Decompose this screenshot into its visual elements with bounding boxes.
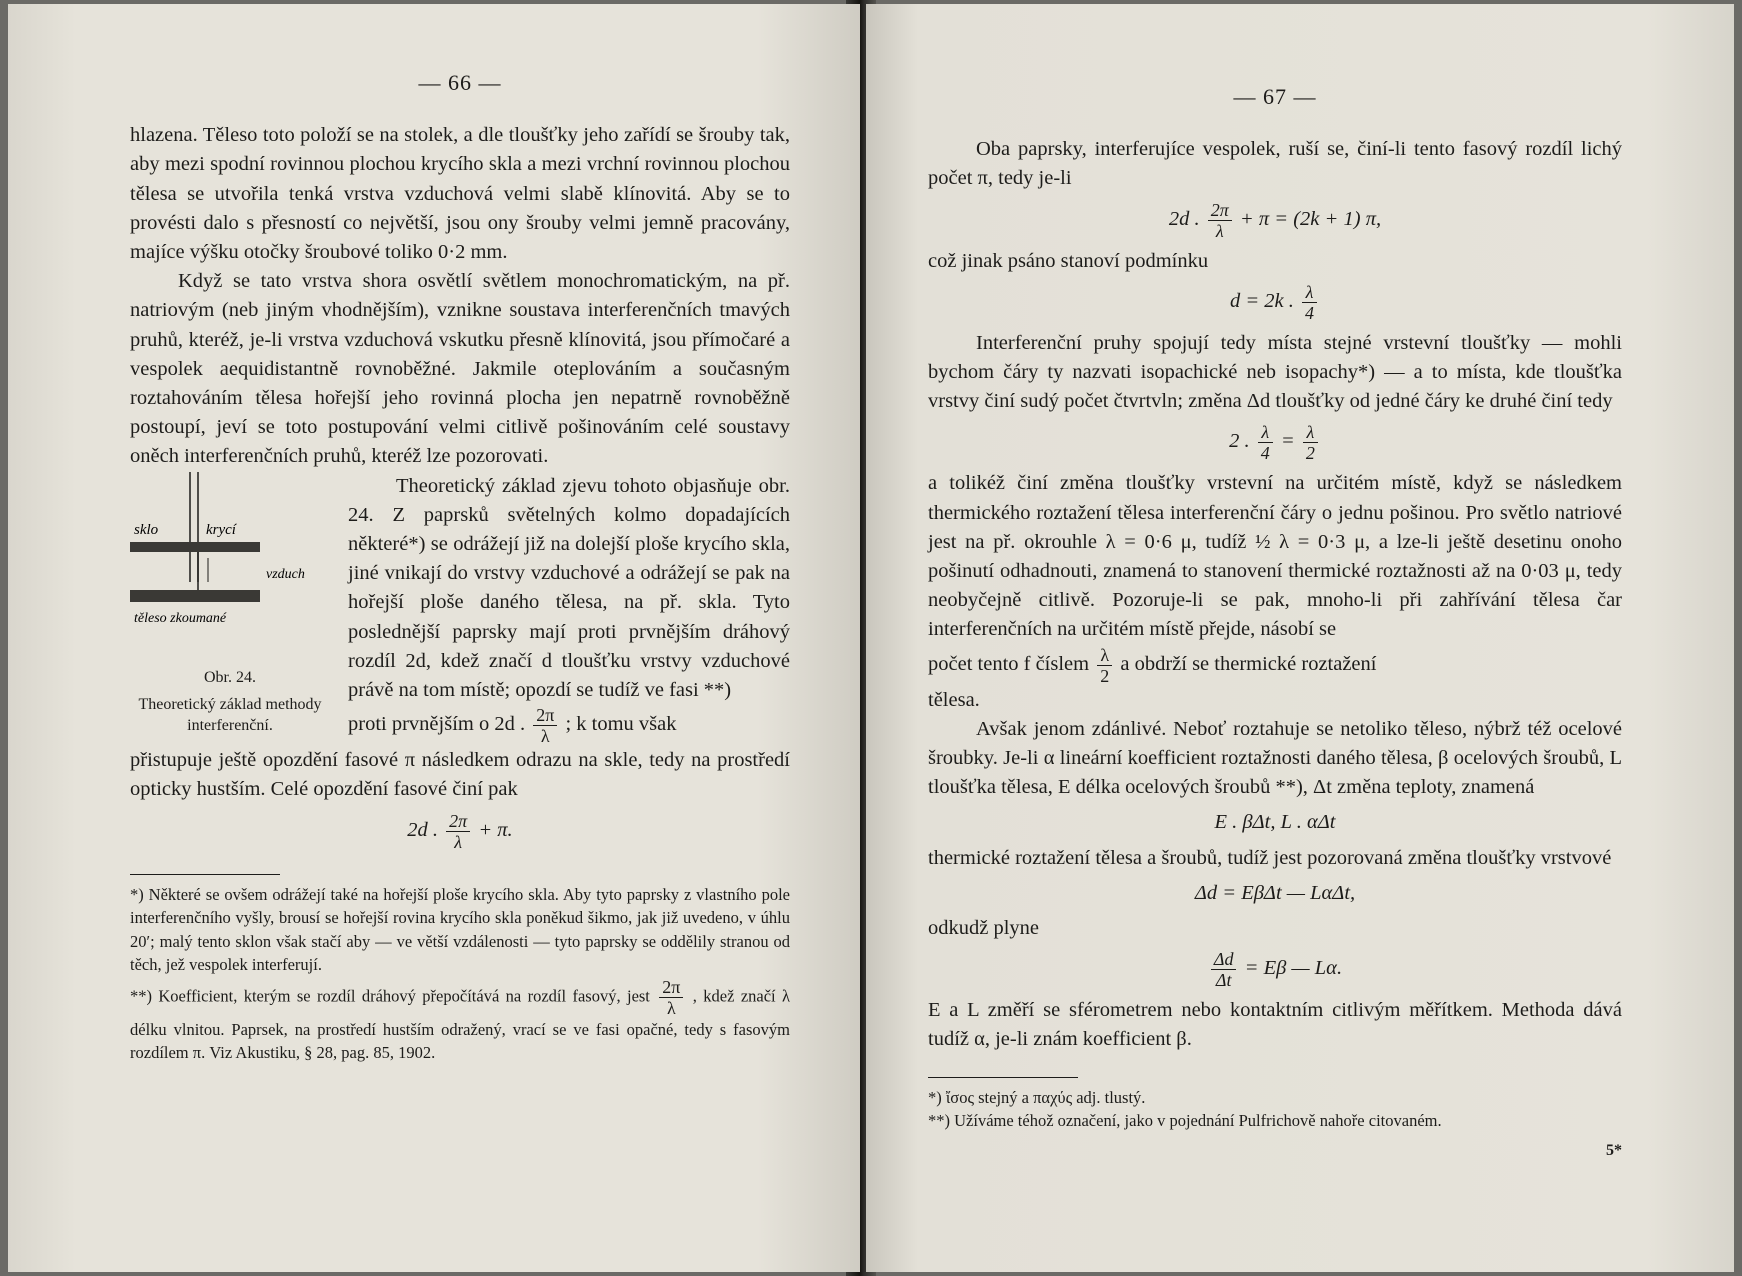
- fraction: [1258, 422, 1273, 463]
- fraction-numerator: 2π: [533, 705, 557, 726]
- fraction-denominator: λ: [1215, 220, 1224, 241]
- footnotes: [928, 1077, 1622, 1163]
- fraction: [1208, 200, 1232, 241]
- formula: [928, 282, 1622, 323]
- figure-24: [130, 472, 330, 747]
- fraction-denominator: λ: [666, 997, 676, 1018]
- figure-block: [130, 472, 790, 747]
- paragraph: E a L změří se sférometrem nebo kontaktním citlivým měřítkem. Methoda dává tudíž α, je-li znám koefficient β.: [928, 999, 1622, 1051]
- text-span: , kdež značí λ délku vlnitou. Paprsek, na prostředí hustším odražený, vrací se ve fasi opačné, tedy s fasovým rozdílem π. Viz Akustiku, § 28, pag. 85, 1902.: [130, 985, 791, 1063]
- paragraph: tělesa.: [928, 688, 980, 711]
- fraction-denominator: 2: [1100, 665, 1110, 686]
- formula-text: + π = (2k + 1) π,: [1239, 207, 1382, 230]
- page-number: — 67 —: [1233, 84, 1317, 109]
- fraction-denominator: λ: [454, 831, 463, 852]
- fraction: [1303, 422, 1318, 463]
- fraction-denominator: Δt: [1215, 970, 1232, 991]
- text-span: počet tento f číslem: [928, 652, 1090, 675]
- text-span: ; k tomu však: [565, 713, 677, 736]
- fraction-numerator: 2π: [446, 811, 470, 832]
- paragraph: Interferenční pruhy spojují tedy místa stejné vrstevní tloušťky — mohli bychom čáry ty nazvati isopachické neb isopachy*) — a to místa, kde tloušťka vrstvy činí sudý počet čtvrtvln; změna Δd tloušťky od jedné čáry ke druhé činí tedy: [928, 331, 1622, 413]
- fig-label-teleso: těleso zkoumané: [134, 610, 227, 626]
- fraction-numerator: λ: [1302, 282, 1317, 303]
- footnote: *) Některé se ovšem odrážejí také na hořejší ploše krycího skla. Aby tyto paprsky z vlastního pole interferenčního vyšly, brousí se hořejší rovina krycího skla poněkud šikmo, jak již uvedeno, v úhlu 20′; malý tento sklon však stačí aby — ve větší vzdálenosti — tyto paprsky se oddělily stranou od těch, jež vespolek interferují.: [130, 884, 790, 975]
- paragraph: přistupuje ještě opozdění fasové π následkem odrazu na skle, tedy na prostředí opticky hustším. Celé opozdění fasové činí pak: [130, 749, 790, 801]
- fraction: [1097, 645, 1112, 686]
- formula-text: + π.: [478, 818, 513, 841]
- fraction-numerator: λ: [1258, 422, 1273, 443]
- right-page: [866, 4, 1734, 1272]
- fraction-denominator: λ: [540, 726, 550, 747]
- fraction-numerator: λ: [1097, 645, 1112, 666]
- footnote: *) ἴσος stejný a παχύς adj. tlustý.: [928, 1087, 1146, 1107]
- paragraph-end: [928, 645, 1622, 686]
- paragraph: Když se tato vrstva shora osvětlí světlem monochromatickým, na př. natriovým (neb jiným vhodnějším), vznikne soustava interferenčních tmavých pruhů, kteréž, je-li vrstva vzduchová vskutku přesně klínovitá, jsou přímočaré a vespolek aequidistantně rovnoběžné. Jakmile oteplováním a současným roztahováním tělesa hořejší jeho rovinná plocha jen nepatrně rovnoběžně postoupí, jeví se toto postupování velmi citlivě pošinováním celé soustavy oněch interferenčních pruhů, kteréž lze pozorovati.: [130, 270, 790, 468]
- fraction: [446, 811, 470, 852]
- paragraph: a tolikéž činí změna tloušťky vrstevní na určitém místě, když se následkem thermického roztažení tělesa interferenční čáry o jednu pošinou. Pro světlo natriové jest na př. okrouhle λ = 0·6 μ, tudíž ½ λ = 0·3 μ, a lze-li ještě desetinu onoho pošinutí odhadnouti, znamená to stanovení thermické roztažnosti až na 0·03 μ, tedy neobyčejně citlivě. Pozoruje-li se pak, mnoho-li při zahřívání tělesa čar interferenčních na určitém místě přejde, násobí se: [928, 472, 1622, 641]
- page-number: — 66 —: [418, 70, 502, 95]
- paragraph: Oba paprsky, interferujíce vespolek, ruší se, činí-li tento fasový rozdíl lichý počet π, tedy je-li: [928, 138, 1622, 190]
- fraction: [1302, 282, 1317, 323]
- fraction-numerator: 2π: [659, 977, 683, 998]
- fig-label-kryci: krycí: [206, 521, 236, 538]
- fraction-denominator: 4: [1305, 302, 1315, 323]
- left-page: [8, 4, 860, 1272]
- formula-text: 2d .: [1168, 207, 1200, 230]
- fraction-numerator: λ: [1303, 422, 1318, 443]
- interference-diagram: [130, 472, 330, 652]
- footnotes: [130, 874, 790, 1065]
- fraction-denominator: 2: [1305, 443, 1315, 464]
- paragraph: což jinak psáno stanoví podmínku: [928, 249, 1209, 272]
- footnote-divider: [928, 1077, 1078, 1078]
- text-span: a obdrží se thermické roztažení: [1120, 652, 1377, 675]
- formula: [130, 811, 790, 852]
- formula: [928, 200, 1622, 241]
- paragraph: hlazena. Těleso toto položí se na stolek, a dle tloušťky jeho zařídí se šrouby tak, aby mezi spodní rovinnou plochou krycího skla a mezi vrchní rovinnou plochou tělesa se utvořila tenká vrstva vzduchová velmi slabě klínovitá. Aby se to provésti dalo s přesností co největší, jsou ony šrouby velmi jemně pracovány, majíce výšku otočky šroubové toliko 0·2 mm.: [130, 124, 790, 264]
- fraction: [533, 705, 557, 746]
- paragraph: thermické roztažení tělesa a šroubů, tudíž jest pozorovaná změna tloušťky vrstvové: [928, 846, 1612, 869]
- text-span: **) Koefficient, kterým se rozdíl dráhový přepočítává na rozdíl fasový, jest: [130, 985, 650, 1005]
- paragraph-end: [348, 705, 790, 746]
- fraction-numerator: 2π: [1208, 200, 1232, 221]
- footnote: **) Užíváme téhož označení, jako v pojednání Pulfrichově nahoře citovaném.: [928, 1111, 1442, 1131]
- fig-label-vzduch: vzduch: [266, 566, 305, 582]
- formula-text: =: [1280, 430, 1295, 453]
- paragraph: odkudž plyne: [928, 917, 1040, 940]
- fraction-numerator: Δd: [1211, 949, 1237, 970]
- formula-text: 2 .: [1229, 430, 1250, 453]
- footnote: [130, 977, 790, 1065]
- figure-caption: Theoretický základ methody interferenční.: [138, 695, 322, 734]
- formula-text: d = 2k .: [1229, 290, 1294, 313]
- formula: [928, 949, 1622, 990]
- fraction-denominator: 4: [1260, 443, 1270, 464]
- paragraph: Theoretický základ zjevu tohoto objasňuje obr. 24. Z paprsků světelných kolmo dopadajících některé*) se odrážejí již na dolejší ploše krycího skla, jiné vnikají do vrstvy vzduchové a odrážejí se pak na hořejší ploše daného tělesa, na př. skla. Tyto poslednější paprsky mají proti prvnějším dráhový rozdíl 2d, kdež značí d tloušťku vrstvy vzduchové právě na tom místě; opozdí se tudíž ve fasi **): [348, 474, 790, 702]
- formula: [928, 422, 1622, 463]
- formula: E . βΔt, L . αΔt: [1214, 811, 1336, 834]
- figure-caption-number: Obr. 24.: [204, 668, 256, 686]
- fraction: [659, 977, 683, 1018]
- footnote-divider: [130, 874, 280, 875]
- text-span: proti prvnějším o 2d .: [348, 713, 526, 736]
- formula-text: 2d .: [407, 818, 439, 841]
- fraction: [1211, 949, 1237, 990]
- signature-mark: 5*: [1606, 1141, 1622, 1159]
- fig-label-sklo: sklo: [134, 521, 159, 538]
- formula-text: = Eβ — Lα.: [1244, 957, 1343, 980]
- formula: Δd = EβΔt — LαΔt,: [1194, 881, 1356, 904]
- paragraph: Avšak jenom zdánlivé. Neboť roztahuje se netoliko těleso, nýbrž též ocelové šroubky. Je-li α lineární koefficient roztažnosti daného tělesa, β ocelových šroubů, L tloušťka tělesa, E délka ocelových šroubů **), Δt změna teploty, znamená: [928, 717, 1622, 799]
